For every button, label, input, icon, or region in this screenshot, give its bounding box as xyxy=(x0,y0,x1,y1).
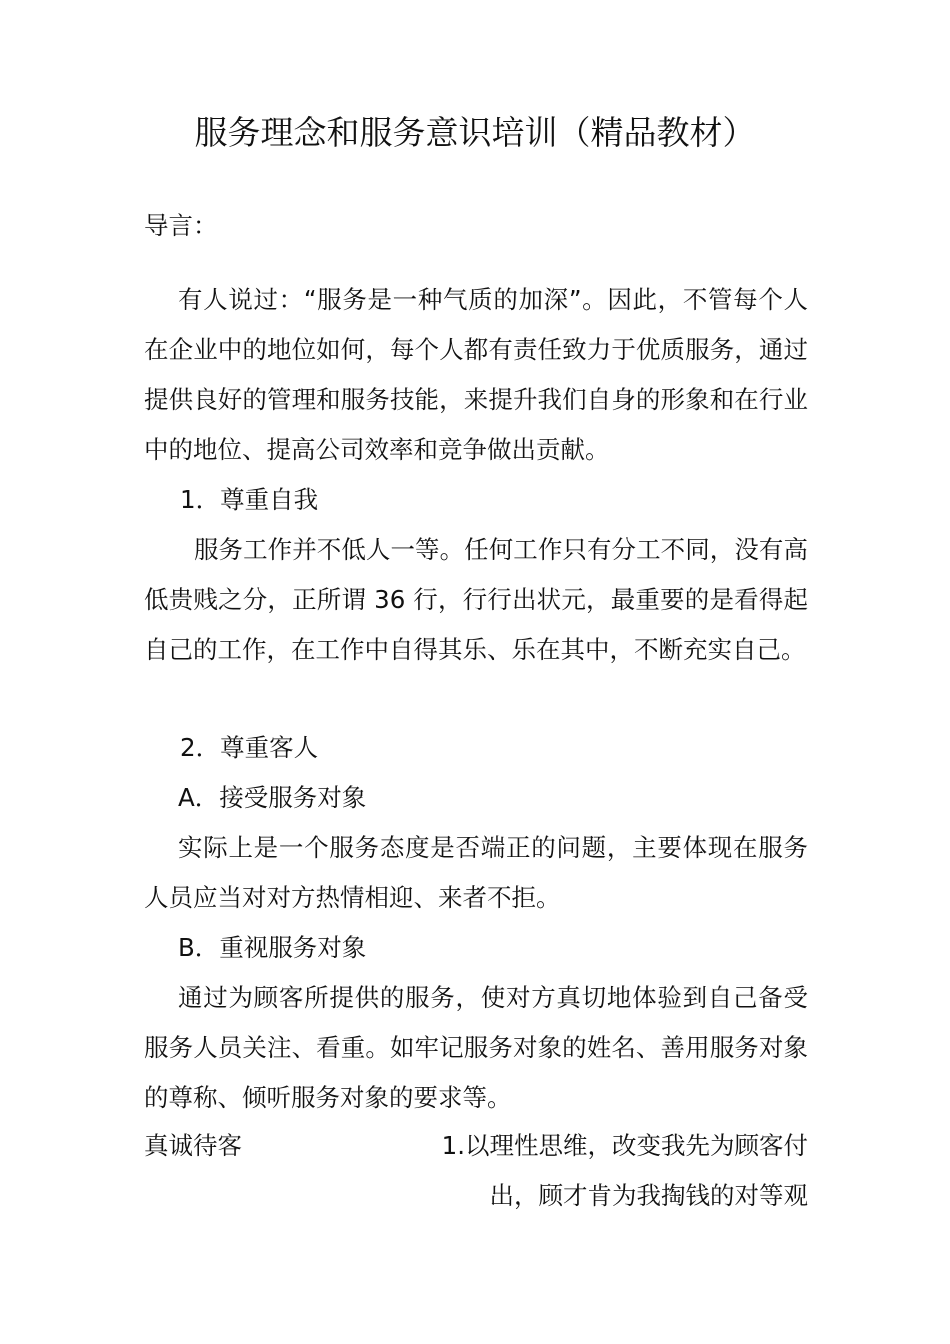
sub-b-heading: B．重视服务对象 xyxy=(178,933,367,962)
section-2-heading: 2．尊重客人 xyxy=(180,733,319,762)
table-row xyxy=(144,1121,808,1231)
document-title: 服务理念和服务意识培训（精品教材） xyxy=(194,113,756,152)
paragraph-3: 实际上是一个服务态度是否端正的问题，主要体现在服务人员应当对对方热情相迎、来者不拒。 xyxy=(144,833,808,912)
paragraph-2: 服务工作并不低人一等。任何工作只有分工不同，没有高低贵贱之分，正所谓 36 行，行行出状元，最重要的是看得起自己的工作，在工作中自得其乐、乐在其中，不断充实自己。 xyxy=(144,535,808,664)
paragraph-4: 通过为顾客所提供的服务，使对方真切地体验到自己备受服务人员关注、看重。如牢记服务对象的姓名、善用服务对象的尊称、倾听服务对象的要求等。 xyxy=(144,983,808,1112)
sub-a-heading: A．接受服务对象 xyxy=(178,783,367,812)
paragraph-1: 有人说过：“服务是一种气质的加深”。因此，不管每个人在企业中的地位如何，每个人都有责任致力于优质服务，通过提供良好的管理和服务技能，来提升我们自身的形象和在行业中的地位、提高公司效率和竞争做出贡献。 xyxy=(144,285,808,464)
table-cell-right xyxy=(438,1121,808,1221)
table-cell-left: 真诚待客 xyxy=(144,1131,242,1160)
section-1-heading: 1．尊重自我 xyxy=(180,485,319,514)
table-cell-right-line-1: 1.以理性思维，改变我先为顾客付 xyxy=(441,1131,808,1160)
intro-label: 导言： xyxy=(144,211,218,240)
table-cell-right-line-2: 出，顾才肯为我掏钱的对等观 xyxy=(489,1181,808,1210)
